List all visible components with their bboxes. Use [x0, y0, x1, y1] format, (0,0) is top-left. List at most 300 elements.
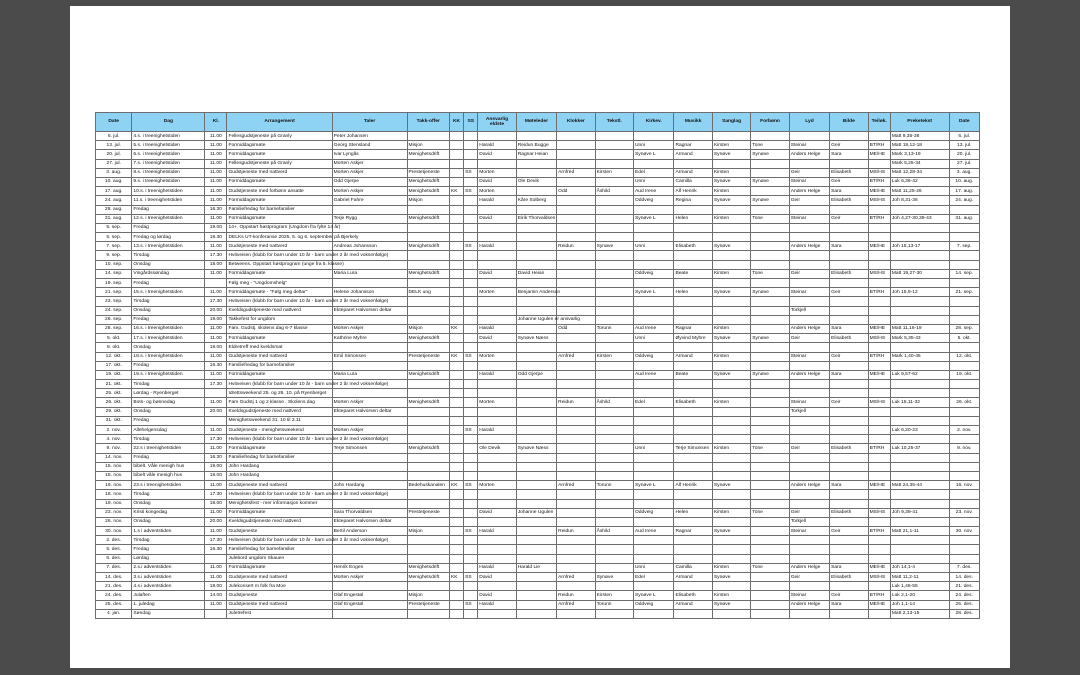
table-cell: Matt 19,27-30	[890, 269, 949, 278]
table-cell	[751, 389, 789, 398]
table-cell: SS	[464, 426, 478, 435]
table-cell	[634, 306, 674, 315]
table-cell	[516, 545, 556, 554]
table-cell	[595, 554, 633, 563]
table-cell: David	[478, 508, 516, 517]
table-cell: MS/HS	[868, 269, 890, 278]
table-cell	[712, 536, 750, 545]
column-header: Lyd	[789, 113, 829, 132]
table-cell: 26. nov.	[96, 517, 132, 526]
table-cell	[407, 223, 449, 232]
table-cell	[516, 471, 556, 480]
table-cell: Oddveig	[634, 196, 674, 205]
table-cell	[595, 361, 633, 370]
table-row	[96, 370, 980, 379]
table-row	[96, 490, 980, 499]
table-cell: Kåre Solberg	[516, 196, 556, 205]
table-cell: Synøve	[712, 177, 750, 186]
table-row	[96, 361, 980, 370]
table-cell	[868, 380, 890, 389]
table-cell: Joh 9,39-41	[890, 508, 949, 517]
table-cell: Kirsten	[712, 187, 750, 196]
table-cell	[751, 545, 789, 554]
table-cell: 10.s. i treenighetstiden	[132, 187, 205, 196]
table-cell: Geir	[830, 352, 868, 361]
table-cell: Menighetsdrift	[407, 334, 449, 343]
table-cell: Aud Irene	[634, 527, 674, 536]
table-cell: 11.00	[205, 214, 227, 223]
table-cell: 10. sep.	[96, 260, 132, 269]
table-cell: 31. aug.	[96, 214, 132, 223]
table-cell	[634, 380, 674, 389]
table-cell: 19.00	[205, 223, 227, 232]
table-cell	[478, 132, 516, 141]
table-cell: 17.30	[205, 297, 227, 306]
table-cell: Matt 11,16-19	[890, 324, 949, 333]
table-row	[96, 462, 980, 471]
table-cell: Camilla	[674, 563, 712, 572]
table-cell: Odd Gjerpe	[516, 370, 556, 379]
table-cell: Sara	[830, 563, 868, 572]
table-cell	[595, 407, 633, 416]
table-cell	[464, 288, 478, 297]
table-cell	[868, 536, 890, 545]
table-cell: 25. des.	[949, 600, 980, 609]
table-cell	[634, 159, 674, 168]
table-cell	[407, 462, 449, 471]
table-cell	[830, 132, 868, 141]
table-cell	[830, 609, 868, 618]
table-cell	[789, 159, 829, 168]
table-cell: 3.s.i adventstiden	[132, 573, 205, 582]
table-cell: Harald	[478, 370, 516, 379]
table-cell	[949, 545, 980, 554]
table-cell	[868, 279, 890, 288]
table-cell: 16. nov.	[96, 481, 132, 490]
table-cell	[751, 407, 789, 416]
table-row	[96, 324, 980, 333]
table-cell: 11.00	[205, 334, 227, 343]
table-cell	[464, 471, 478, 480]
table-cell	[712, 260, 750, 269]
table-cell	[332, 361, 407, 370]
table-cell: 11.00	[205, 150, 227, 159]
table-cell	[449, 600, 463, 609]
table-cell	[890, 499, 949, 508]
table-cell	[516, 481, 556, 490]
table-cell	[464, 361, 478, 370]
table-cell: 14+. Oppstart høstprogram (Ungdom fra fylte 14 år)	[227, 223, 332, 232]
table-cell: Regina	[674, 196, 712, 205]
table-cell: SS	[464, 187, 478, 196]
table-cell	[868, 306, 890, 315]
table-cell: Synøve Næss	[516, 334, 556, 343]
table-cell	[449, 141, 463, 150]
table-cell: 17.30	[205, 380, 227, 389]
table-cell: Åshild	[595, 527, 633, 536]
table-cell: Torunn	[595, 481, 633, 490]
table-cell: 24. aug.	[96, 196, 132, 205]
table-row	[96, 545, 980, 554]
table-cell	[332, 554, 407, 563]
table-cell	[407, 205, 449, 214]
table-row	[96, 196, 980, 205]
column-header: Preketekst	[890, 113, 949, 132]
table-cell	[634, 389, 674, 398]
table-cell: Aud Irene	[634, 324, 674, 333]
table-cell	[868, 251, 890, 260]
table-cell: 19. sep.	[96, 279, 132, 288]
table-cell: Misjon	[407, 527, 449, 536]
table-row	[96, 435, 980, 444]
table-cell	[674, 205, 712, 214]
table-cell: Maria Lura	[332, 370, 407, 379]
table-cell: KK	[449, 352, 463, 361]
table-cell: 5. sep.	[96, 233, 132, 242]
table-cell: Fredag	[132, 453, 205, 462]
table-cell	[557, 343, 595, 352]
table-cell	[407, 297, 449, 306]
table-cell: 16.30	[205, 545, 227, 554]
table-cell	[868, 582, 890, 591]
table-cell	[595, 582, 633, 591]
table-cell	[557, 545, 595, 554]
table-cell	[674, 545, 712, 554]
table-cell: Matt 9,35-38	[890, 132, 949, 141]
table-cell: Beate	[674, 370, 712, 379]
table-cell: BT/RH	[868, 352, 890, 361]
table-cell	[751, 481, 789, 490]
table-cell: Onsdag	[132, 306, 205, 315]
table-cell	[464, 141, 478, 150]
table-cell	[449, 196, 463, 205]
table-cell: Matt 18,12-18	[890, 141, 949, 150]
table-cell: 23. nov.	[949, 508, 980, 517]
table-cell: Kirsten	[712, 508, 750, 517]
table-cell: 11.00	[205, 398, 227, 407]
table-cell: Armand	[674, 352, 712, 361]
table-cell	[464, 150, 478, 159]
table-cell: 11.00	[205, 324, 227, 333]
table-cell: Onsdag	[132, 517, 205, 526]
table-cell: Elisabeth	[830, 573, 868, 582]
table-cell	[516, 517, 556, 526]
table-cell	[557, 132, 595, 141]
table-cell: Synøve	[712, 370, 750, 379]
table-cell: 18.00	[205, 582, 227, 591]
table-cell	[595, 370, 633, 379]
table-cell	[464, 177, 478, 186]
table-cell	[557, 279, 595, 288]
table-cell	[890, 453, 949, 462]
table-cell	[464, 196, 478, 205]
table-cell	[464, 462, 478, 471]
table-cell: Hvitveisen (klubb for barn under 10 år - barn under 2 år med voksenfølge)	[227, 536, 332, 545]
table-cell: Steinar	[789, 288, 829, 297]
table-cell: Harald	[478, 141, 516, 150]
table-cell	[751, 242, 789, 251]
table-cell	[751, 223, 789, 232]
table-cell	[634, 554, 674, 563]
table-cell: 9.s. i treenighetstiden	[132, 177, 205, 186]
table-cell: 4.s.i adventstiden	[132, 582, 205, 591]
table-cell: Synøve L	[634, 481, 674, 490]
table-cell	[890, 462, 949, 471]
column-header: Ansvarlig eldste	[478, 113, 516, 132]
table-cell	[449, 407, 463, 416]
table-cell	[557, 269, 595, 278]
table-cell	[674, 435, 712, 444]
table-cell: Matt 24,35-44	[890, 481, 949, 490]
table-cell: 21. des.	[96, 582, 132, 591]
table-cell: Unni	[634, 242, 674, 251]
table-cell: Formiddagsmøte	[227, 563, 332, 572]
table-cell	[830, 279, 868, 288]
table-cell: Mark 3,13-19	[890, 150, 949, 159]
table-cell: Synøve L	[634, 591, 674, 600]
table-cell	[557, 288, 595, 297]
table-cell: Sara	[830, 187, 868, 196]
table-cell	[674, 471, 712, 480]
table-cell	[332, 416, 407, 425]
table-cell	[516, 389, 556, 398]
table-cell	[751, 435, 789, 444]
table-cell: 14. des.	[949, 573, 980, 582]
table-cell	[449, 214, 463, 223]
table-cell: Synøve	[712, 196, 750, 205]
table-cell	[634, 205, 674, 214]
table-cell	[830, 545, 868, 554]
table-cell: 11.00	[205, 196, 227, 205]
table-cell: BT/RH	[868, 527, 890, 536]
table-cell	[557, 563, 595, 572]
table-cell	[464, 205, 478, 214]
table-cell: MS/HS	[868, 334, 890, 343]
table-cell	[595, 132, 633, 141]
table-cell: Henrik Engen	[332, 563, 407, 572]
table-cell: 5. okt.	[96, 334, 132, 343]
table-cell: DELKs UT-konferanse 2025, 5. og 6. september på Bjerkely	[227, 233, 332, 242]
table-cell	[464, 416, 478, 425]
table-cell	[674, 499, 712, 508]
table-cell: Morten	[478, 398, 516, 407]
table-row	[96, 527, 980, 536]
table-cell	[789, 233, 829, 242]
table-cell	[634, 279, 674, 288]
table-cell: Unni	[634, 177, 674, 186]
table-cell	[751, 609, 789, 618]
table-cell	[407, 426, 449, 435]
table-cell	[478, 582, 516, 591]
table-cell: ME/HE	[868, 370, 890, 379]
table-cell: Elisabeth	[830, 168, 868, 177]
table-cell: Olaf Engestøl	[332, 591, 407, 600]
table-cell: Tone	[751, 141, 789, 150]
table-cell: 7.s. i treenighetstiden	[132, 159, 205, 168]
table-cell: 2. des.	[96, 536, 132, 545]
table-cell: Torkjell	[789, 306, 829, 315]
table-cell	[332, 223, 407, 232]
table-cell: Gudstjeneste med nattverd	[227, 242, 332, 251]
table-cell: Synøve L	[634, 150, 674, 159]
table-cell	[595, 471, 633, 480]
table-cell: Onsdag	[132, 499, 205, 508]
table-cell	[464, 563, 478, 572]
table-cell: Lørdag	[132, 554, 205, 563]
table-cell	[595, 517, 633, 526]
table-cell: 11.00	[205, 187, 227, 196]
table-cell: 11.00	[205, 508, 227, 517]
table-cell	[332, 462, 407, 471]
table-cell: 25. des.	[96, 600, 132, 609]
table-cell: Alf Henrik	[674, 187, 712, 196]
table-cell	[595, 508, 633, 517]
table-cell	[464, 407, 478, 416]
table-cell: DELK ung	[407, 288, 449, 297]
table-cell: Følg meg - "Ungdomshelg"	[227, 279, 332, 288]
table-cell	[449, 168, 463, 177]
table-cell	[557, 370, 595, 379]
table-cell	[478, 380, 516, 389]
table-cell: 24. aug.	[949, 196, 980, 205]
table-cell	[868, 260, 890, 269]
table-cell: Geir	[789, 269, 829, 278]
table-cell: 11.00	[205, 352, 227, 361]
table-cell: ME/HE	[868, 600, 890, 609]
table-cell: Synøve	[751, 196, 789, 205]
table-cell: ME/HE	[868, 150, 890, 159]
column-header: Møteleder	[516, 113, 556, 132]
table-cell: Geir	[830, 398, 868, 407]
table-cell: Matt 2,13-15	[890, 609, 949, 618]
table-cell: 17.s. i treenighetstiden	[132, 334, 205, 343]
table-row	[96, 573, 980, 582]
table-cell	[751, 297, 789, 306]
table-cell	[595, 177, 633, 186]
table-cell: Harald	[478, 196, 516, 205]
table-cell: Morten	[478, 352, 516, 361]
table-cell	[712, 416, 750, 425]
table-cell: Helene Johansson	[332, 288, 407, 297]
table-cell	[751, 416, 789, 425]
table-cell: Sara	[830, 324, 868, 333]
table-cell	[789, 582, 829, 591]
table-cell: 28. des.	[949, 609, 980, 618]
table-cell: Synøve	[712, 242, 750, 251]
table-cell	[712, 389, 750, 398]
table-cell: Prestetjeneste	[407, 352, 449, 361]
table-cell: Familiefredag for barnefamilier	[227, 361, 332, 370]
table-cell: 4. jan.	[96, 609, 132, 618]
table-cell: Menighetsdrift	[407, 214, 449, 223]
table-cell	[890, 279, 949, 288]
table-cell	[449, 398, 463, 407]
table-row	[96, 205, 980, 214]
table-cell	[449, 554, 463, 563]
table-cell: ME/HE	[868, 242, 890, 251]
table-cell	[789, 462, 829, 471]
table-cell	[751, 279, 789, 288]
table-cell	[516, 609, 556, 618]
table-row	[96, 233, 980, 242]
table-cell: 20.00	[205, 407, 227, 416]
table-cell	[464, 490, 478, 499]
table-cell	[634, 251, 674, 260]
table-cell: 6. jul.	[96, 132, 132, 141]
table-cell: Unni	[634, 444, 674, 453]
table-cell: 19.00	[205, 462, 227, 471]
table-cell: 15. nov.	[96, 471, 132, 480]
column-header: Date	[949, 113, 980, 132]
table-cell	[890, 223, 949, 232]
table-row	[96, 398, 980, 407]
table-cell: Kirsten	[712, 591, 750, 600]
column-header: Takk-offer	[407, 113, 449, 132]
table-row	[96, 609, 980, 618]
table-cell: Tirsdag	[132, 490, 205, 499]
table-cell	[751, 527, 789, 536]
table-cell	[464, 545, 478, 554]
table-cell: 20. jul.	[96, 150, 132, 159]
table-cell	[449, 159, 463, 168]
table-cell	[712, 205, 750, 214]
table-cell	[712, 361, 750, 370]
table-cell: 24. des.	[96, 591, 132, 600]
table-cell: Prestetjeneste	[407, 168, 449, 177]
table-cell	[464, 398, 478, 407]
table-cell: Arnfred	[557, 168, 595, 177]
table-cell	[789, 380, 829, 389]
column-header: KK	[449, 113, 463, 132]
table-cell	[449, 269, 463, 278]
table-cell: 11.00	[205, 426, 227, 435]
table-cell	[830, 260, 868, 269]
table-cell: Geir	[830, 214, 868, 223]
table-cell: SS	[464, 481, 478, 490]
table-cell	[751, 324, 789, 333]
table-cell	[830, 499, 868, 508]
table-cell	[516, 297, 556, 306]
table-cell	[516, 499, 556, 508]
table-cell: Anders Helge	[789, 370, 829, 379]
table-cell: Luk 6,20-23	[890, 426, 949, 435]
table-cell	[595, 297, 633, 306]
table-cell	[595, 563, 633, 572]
table-cell	[789, 361, 829, 370]
table-cell	[464, 554, 478, 563]
table-row	[96, 600, 980, 609]
table-cell	[407, 306, 449, 315]
table-cell	[595, 233, 633, 242]
table-cell: Formiddagsmøte	[227, 196, 332, 205]
table-cell: 14.00	[205, 591, 227, 600]
table-cell: SS	[464, 352, 478, 361]
table-cell: 7. sep.	[949, 242, 980, 251]
table-cell	[464, 444, 478, 453]
table-cell: Tirsdag	[132, 536, 205, 545]
table-cell	[789, 343, 829, 352]
table-row	[96, 279, 980, 288]
table-cell: Anders Helge	[789, 324, 829, 333]
table-cell	[868, 554, 890, 563]
table-cell: 18.00	[205, 343, 227, 352]
table-cell: Steinar	[789, 591, 829, 600]
table-cell: Matt 21,1-11	[890, 527, 949, 536]
table-cell	[332, 609, 407, 618]
table-cell	[890, 554, 949, 563]
table-cell: Synøve	[751, 370, 789, 379]
table-cell	[516, 407, 556, 416]
